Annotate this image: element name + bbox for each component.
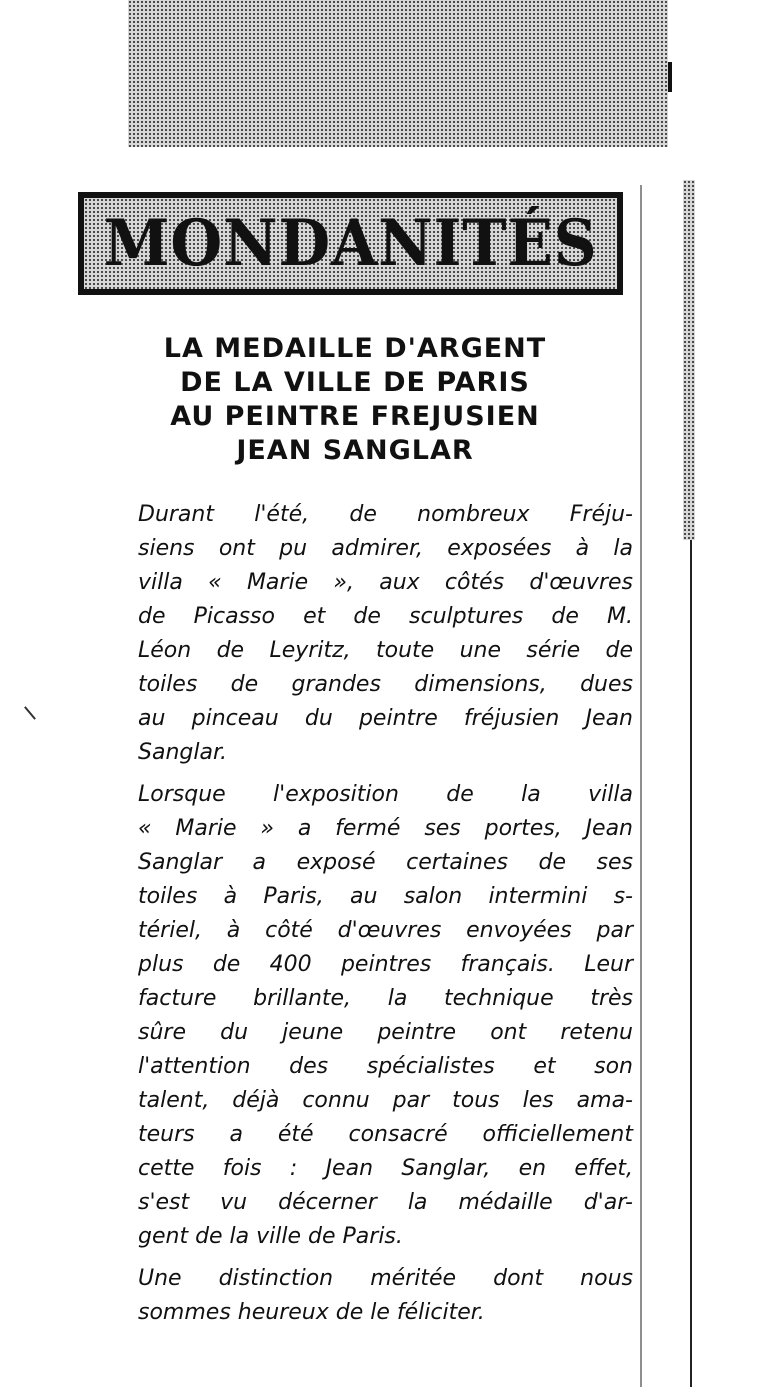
article-paragraph-2 (138, 778, 633, 1254)
text-line: Durant l'été, de nombreux Fréju- (138, 502, 633, 527)
text-line: talent, déjà connu par tous les ama- (138, 1088, 633, 1113)
text-line: siens ont pu admirer, exposées à la (138, 536, 633, 561)
article-headline (100, 332, 610, 468)
section-banner (78, 192, 623, 295)
text-line: toiles de grandes dimensions, dues (138, 672, 633, 697)
column-divider-rule (690, 540, 692, 1387)
text-line: villa « Marie », aux côtés d'œuvres (138, 570, 633, 595)
top-halftone-texture (128, 0, 668, 147)
text-line: Léon de Leyritz, toute une série de (138, 638, 633, 663)
text-line: gent de la ville de Paris. (138, 1224, 403, 1249)
article-paragraph-1 (138, 498, 633, 770)
text-line: « Marie » a fermé ses portes, Jean (138, 816, 633, 841)
text-line: teurs a été consacré officiellement (138, 1122, 633, 1147)
article-paragraph-3 (138, 1262, 633, 1330)
text-line: Une distinction méritée dont nous (138, 1266, 633, 1291)
text-line: s'est vu décerner la médaille d'ar- (138, 1190, 633, 1215)
headline-line-1: LA MEDAILLE D'ARGENT (163, 333, 547, 364)
text-line: toiles à Paris, au salon intermini s- (138, 884, 633, 909)
text-line: Sanglar. (138, 740, 227, 765)
text-line: cette fois : Jean Sanglar, en effet, (138, 1156, 633, 1181)
text-line: de Picasso et de sculptures de M. (138, 604, 633, 629)
text-line: tériel, à côté d'œuvres envoyées par (138, 918, 633, 943)
headline-line-2: DE LA VILLE DE PARIS (180, 367, 530, 398)
text-line: sûre du jeune peintre ont retenu (138, 1020, 633, 1045)
headline-line-4: JEAN SANGLAR (236, 435, 474, 466)
article-body (138, 498, 633, 1338)
stray-ink-mark (24, 706, 36, 720)
section-title: MONDANITÉS (103, 206, 598, 281)
text-line: sommes heureux de le féliciter. (138, 1300, 485, 1325)
text-line: au pinceau du peintre fréjusien Jean (138, 706, 633, 731)
text-line: l'attention des spécialistes et son (138, 1054, 633, 1079)
text-line: Sanglar a exposé certaines de ses (138, 850, 633, 875)
text-line: facture brillante, la technique très (138, 986, 633, 1011)
top-edge-mark (668, 62, 672, 92)
headline-line-3: AU PEINTRE FREJUSIEN (170, 401, 540, 432)
right-halftone-strip (683, 180, 695, 540)
column-frame-rule (640, 185, 642, 1387)
text-line: plus de 400 peintres français. Leur (138, 952, 633, 977)
text-line: Lorsque l'exposition de la villa (138, 782, 633, 807)
